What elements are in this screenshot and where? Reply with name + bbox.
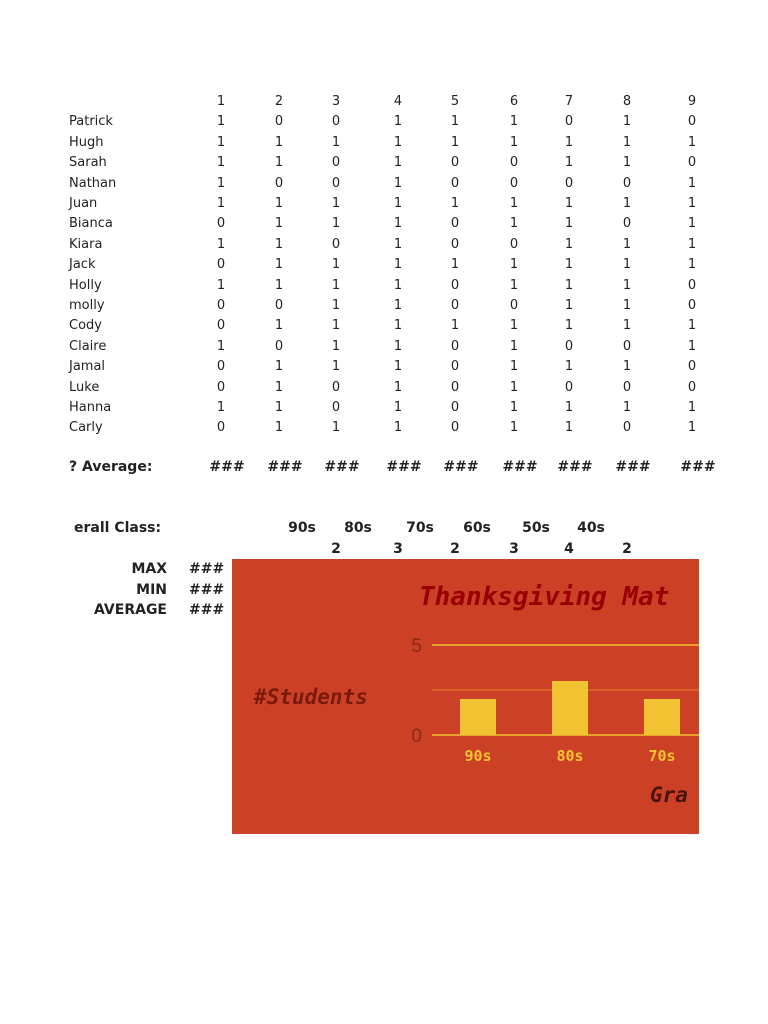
score-cell: 0 bbox=[450, 236, 460, 252]
score-cell: 1 bbox=[216, 155, 226, 171]
average-value: ### bbox=[209, 459, 245, 475]
score-cell: 1 bbox=[687, 236, 697, 252]
score-cell: 1 bbox=[687, 400, 697, 415]
score-cell: 0 bbox=[509, 155, 519, 171]
score-cell: 0 bbox=[687, 359, 697, 375]
score-cell: 1 bbox=[687, 318, 697, 334]
score-cell: 0 bbox=[274, 338, 284, 354]
score-cell: 1 bbox=[216, 338, 226, 354]
student-name: Claire bbox=[69, 338, 107, 354]
score-cell: 1 bbox=[564, 277, 574, 293]
score-cell: 1 bbox=[393, 114, 403, 130]
score-cell: 1 bbox=[274, 420, 284, 436]
column-header: 6 bbox=[509, 94, 519, 109]
student-name: Jamal bbox=[69, 359, 106, 375]
score-cell: 0 bbox=[216, 420, 226, 436]
score-cell: 0 bbox=[216, 216, 226, 232]
score-cell: 1 bbox=[509, 359, 519, 375]
bar bbox=[460, 699, 496, 735]
score-cell: 1 bbox=[564, 359, 574, 375]
score-cell: 1 bbox=[564, 155, 574, 171]
score-cell: 1 bbox=[687, 175, 697, 191]
x-tick-label: 70s bbox=[648, 747, 676, 765]
overall-class-label: erall Class: bbox=[74, 520, 162, 536]
score-cell: 1 bbox=[393, 216, 403, 232]
score-cell: 1 bbox=[393, 318, 403, 334]
score-cell: 1 bbox=[393, 359, 403, 375]
score-cell: 1 bbox=[450, 318, 460, 334]
score-cell: 0 bbox=[622, 216, 632, 232]
grade-bin-label: 60s bbox=[463, 520, 491, 536]
score-cell: 1 bbox=[216, 400, 226, 415]
column-header: 2 bbox=[274, 94, 284, 109]
column-header: 7 bbox=[564, 94, 574, 109]
score-cell: 1 bbox=[274, 134, 284, 150]
score-cell: 0 bbox=[450, 175, 460, 191]
score-cell: 0 bbox=[509, 175, 519, 191]
score-cell: 1 bbox=[274, 196, 284, 211]
score-cell: 1 bbox=[331, 134, 341, 150]
score-cell: 0 bbox=[216, 298, 226, 313]
average-value: ### bbox=[386, 459, 422, 475]
average-value: ### bbox=[502, 459, 538, 475]
bar bbox=[644, 699, 680, 735]
score-cell: 1 bbox=[509, 420, 519, 436]
average-value: ### bbox=[443, 459, 479, 475]
score-cell: 0 bbox=[622, 175, 632, 191]
score-cell: 1 bbox=[393, 338, 403, 354]
grade-bin-label: 40s bbox=[577, 520, 605, 536]
score-cell: 0 bbox=[450, 379, 460, 395]
score-cell: 1 bbox=[622, 134, 632, 150]
score-cell: 1 bbox=[622, 236, 632, 252]
score-cell: 1 bbox=[450, 196, 460, 211]
score-cell: 1 bbox=[331, 196, 341, 211]
score-cell: 0 bbox=[564, 175, 574, 191]
score-cell: 1 bbox=[274, 359, 284, 375]
score-cell: 0 bbox=[450, 400, 460, 415]
student-name: Nathan bbox=[69, 175, 117, 191]
score-cell: 1 bbox=[622, 277, 632, 293]
score-cell: 0 bbox=[622, 420, 632, 436]
score-cell: 1 bbox=[274, 155, 284, 171]
score-cell: 1 bbox=[274, 277, 284, 293]
score-cell: 1 bbox=[564, 236, 574, 252]
score-cell: 1 bbox=[216, 277, 226, 293]
score-cell: 1 bbox=[622, 114, 632, 130]
score-cell: 1 bbox=[274, 236, 284, 252]
score-cell: 0 bbox=[331, 155, 341, 171]
student-name: molly bbox=[69, 298, 105, 313]
score-cell: 1 bbox=[509, 379, 519, 395]
score-cell: 0 bbox=[274, 114, 284, 130]
score-cell: 1 bbox=[687, 338, 697, 354]
x-tick-label: 90s bbox=[464, 747, 492, 765]
score-cell: 1 bbox=[216, 196, 226, 211]
score-cell: 0 bbox=[450, 420, 460, 436]
score-cell: 1 bbox=[687, 216, 697, 232]
score-cell: 1 bbox=[450, 114, 460, 130]
stat-value: ### bbox=[189, 561, 225, 577]
score-cell: 0 bbox=[687, 155, 697, 171]
x-axis-label: Gra bbox=[650, 783, 688, 807]
stat-value: ### bbox=[189, 602, 225, 618]
score-cell: 1 bbox=[564, 420, 574, 436]
score-cell: 0 bbox=[450, 298, 460, 313]
score-cell: 1 bbox=[509, 277, 519, 293]
average-label: ? Average: bbox=[69, 459, 153, 475]
score-cell: 0 bbox=[331, 236, 341, 252]
score-cell: 1 bbox=[393, 400, 403, 415]
column-header: 1 bbox=[216, 94, 226, 109]
score-cell: 1 bbox=[331, 338, 341, 354]
grade-chart-svg bbox=[232, 559, 699, 834]
student-name: Hugh bbox=[69, 134, 104, 150]
grade-bin-label: 80s bbox=[344, 520, 372, 536]
score-cell: 1 bbox=[216, 236, 226, 252]
score-cell: 0 bbox=[564, 338, 574, 354]
score-cell: 1 bbox=[509, 196, 519, 211]
score-cell: 0 bbox=[274, 175, 284, 191]
score-cell: 0 bbox=[331, 379, 341, 395]
score-cell: 0 bbox=[216, 257, 226, 273]
score-cell: 0 bbox=[687, 298, 697, 313]
x-tick-label: 80s bbox=[556, 747, 584, 765]
score-cell: 1 bbox=[274, 257, 284, 273]
column-header: 8 bbox=[622, 94, 632, 109]
score-cell: 1 bbox=[509, 114, 519, 130]
student-name: Kiara bbox=[69, 236, 103, 252]
score-cell: 1 bbox=[509, 400, 519, 415]
score-cell: 0 bbox=[216, 379, 226, 395]
score-cell: 0 bbox=[216, 359, 226, 375]
average-value: ### bbox=[680, 459, 716, 475]
score-cell: 0 bbox=[216, 318, 226, 334]
grade-chart bbox=[232, 559, 699, 834]
score-cell: 1 bbox=[393, 155, 403, 171]
student-name: Jack bbox=[69, 257, 96, 273]
student-name: Sarah bbox=[69, 155, 107, 171]
score-cell: 1 bbox=[622, 196, 632, 211]
average-value: ### bbox=[324, 459, 360, 475]
grade-bin-label: 70s bbox=[406, 520, 434, 536]
bar bbox=[552, 681, 588, 735]
score-cell: 1 bbox=[393, 134, 403, 150]
student-name: Carly bbox=[69, 420, 103, 436]
score-cell: 1 bbox=[687, 134, 697, 150]
y-tick-label: 0 bbox=[411, 726, 422, 747]
score-cell: 0 bbox=[450, 216, 460, 232]
score-cell: 0 bbox=[509, 298, 519, 313]
score-cell: 1 bbox=[450, 257, 460, 273]
grade-bin-count: 2 bbox=[450, 541, 460, 557]
score-cell: 1 bbox=[622, 359, 632, 375]
score-cell: 1 bbox=[564, 257, 574, 273]
score-cell: 1 bbox=[274, 318, 284, 334]
score-cell: 1 bbox=[274, 216, 284, 232]
score-cell: 1 bbox=[450, 134, 460, 150]
score-cell: 1 bbox=[509, 338, 519, 354]
score-cell: 1 bbox=[331, 359, 341, 375]
grade-bin-count: 3 bbox=[393, 541, 403, 557]
stat-label: AVERAGE bbox=[94, 602, 167, 618]
score-cell: 1 bbox=[331, 298, 341, 313]
score-cell: 1 bbox=[622, 298, 632, 313]
average-value: ### bbox=[557, 459, 593, 475]
score-cell: 1 bbox=[564, 196, 574, 211]
y-tick-label: 5 bbox=[411, 636, 422, 657]
student-name: Hanna bbox=[69, 400, 112, 415]
y-axis-label: #Students bbox=[254, 685, 368, 709]
score-cell: 1 bbox=[564, 134, 574, 150]
score-cell: 1 bbox=[393, 196, 403, 211]
score-cell: 1 bbox=[331, 216, 341, 232]
score-cell: 1 bbox=[509, 257, 519, 273]
grade-bin-label: 50s bbox=[522, 520, 550, 536]
student-name: Luke bbox=[69, 379, 100, 395]
score-cell: 1 bbox=[509, 216, 519, 232]
grade-bin-count: 4 bbox=[564, 541, 574, 557]
student-name: Holly bbox=[69, 277, 102, 293]
grade-bin-count: 2 bbox=[622, 541, 632, 557]
score-cell: 0 bbox=[331, 114, 341, 130]
average-value: ### bbox=[615, 459, 651, 475]
column-header: 5 bbox=[450, 94, 460, 109]
chart-title: Thanksgiving Mat bbox=[419, 582, 670, 612]
score-cell: 0 bbox=[450, 359, 460, 375]
score-cell: 0 bbox=[509, 236, 519, 252]
score-cell: 0 bbox=[564, 379, 574, 395]
score-cell: 1 bbox=[509, 318, 519, 334]
column-header: 4 bbox=[393, 94, 403, 109]
student-name: Patrick bbox=[69, 114, 113, 130]
column-header: 3 bbox=[331, 94, 341, 109]
average-value: ### bbox=[267, 459, 303, 475]
score-cell: 1 bbox=[393, 257, 403, 273]
score-cell: 1 bbox=[622, 400, 632, 415]
column-header: 9 bbox=[687, 94, 697, 109]
score-cell: 0 bbox=[450, 338, 460, 354]
score-cell: 1 bbox=[274, 379, 284, 395]
student-name: Cody bbox=[69, 318, 102, 334]
score-cell: 1 bbox=[331, 277, 341, 293]
score-cell: 0 bbox=[331, 400, 341, 415]
score-cell: 1 bbox=[216, 175, 226, 191]
score-cell: 1 bbox=[331, 318, 341, 334]
score-cell: 1 bbox=[622, 155, 632, 171]
student-name: Bianca bbox=[69, 216, 113, 232]
stat-label: MAX bbox=[131, 561, 167, 577]
score-cell: 0 bbox=[687, 114, 697, 130]
stat-value: ### bbox=[189, 581, 225, 598]
score-cell: 1 bbox=[509, 134, 519, 150]
score-cell: 1 bbox=[331, 257, 341, 273]
grade-bin-count: 2 bbox=[331, 541, 341, 557]
score-cell: 1 bbox=[564, 298, 574, 313]
score-cell: 1 bbox=[393, 175, 403, 191]
score-cell: 1 bbox=[564, 216, 574, 232]
score-cell: 0 bbox=[274, 298, 284, 313]
score-cell: 1 bbox=[393, 236, 403, 252]
score-cell: 1 bbox=[622, 318, 632, 334]
score-cell: 0 bbox=[564, 114, 574, 130]
score-cell: 1 bbox=[274, 400, 284, 415]
score-cell: 1 bbox=[564, 400, 574, 415]
grade-bin-count: 3 bbox=[509, 541, 519, 557]
score-cell: 0 bbox=[450, 277, 460, 293]
score-cell: 1 bbox=[393, 379, 403, 395]
student-name: Juan bbox=[69, 196, 98, 211]
score-cell: 1 bbox=[564, 318, 574, 334]
score-cell: 0 bbox=[687, 277, 697, 293]
score-cell: 0 bbox=[450, 155, 460, 171]
stat-label: MIN bbox=[136, 581, 167, 598]
score-cell: 1 bbox=[687, 196, 697, 211]
score-cell: 1 bbox=[216, 134, 226, 150]
score-cell: 0 bbox=[687, 379, 697, 395]
score-cell: 1 bbox=[331, 420, 341, 436]
score-cell: 0 bbox=[331, 175, 341, 191]
score-cell: 1 bbox=[393, 277, 403, 293]
score-cell: 1 bbox=[393, 298, 403, 313]
score-cell: 0 bbox=[622, 338, 632, 354]
score-cell: 0 bbox=[622, 379, 632, 395]
grade-bin-label: 90s bbox=[288, 520, 316, 536]
score-cell: 1 bbox=[216, 114, 226, 130]
score-cell: 1 bbox=[687, 420, 697, 436]
score-cell: 1 bbox=[622, 257, 632, 273]
score-cell: 1 bbox=[687, 257, 697, 273]
score-cell: 1 bbox=[393, 420, 403, 436]
